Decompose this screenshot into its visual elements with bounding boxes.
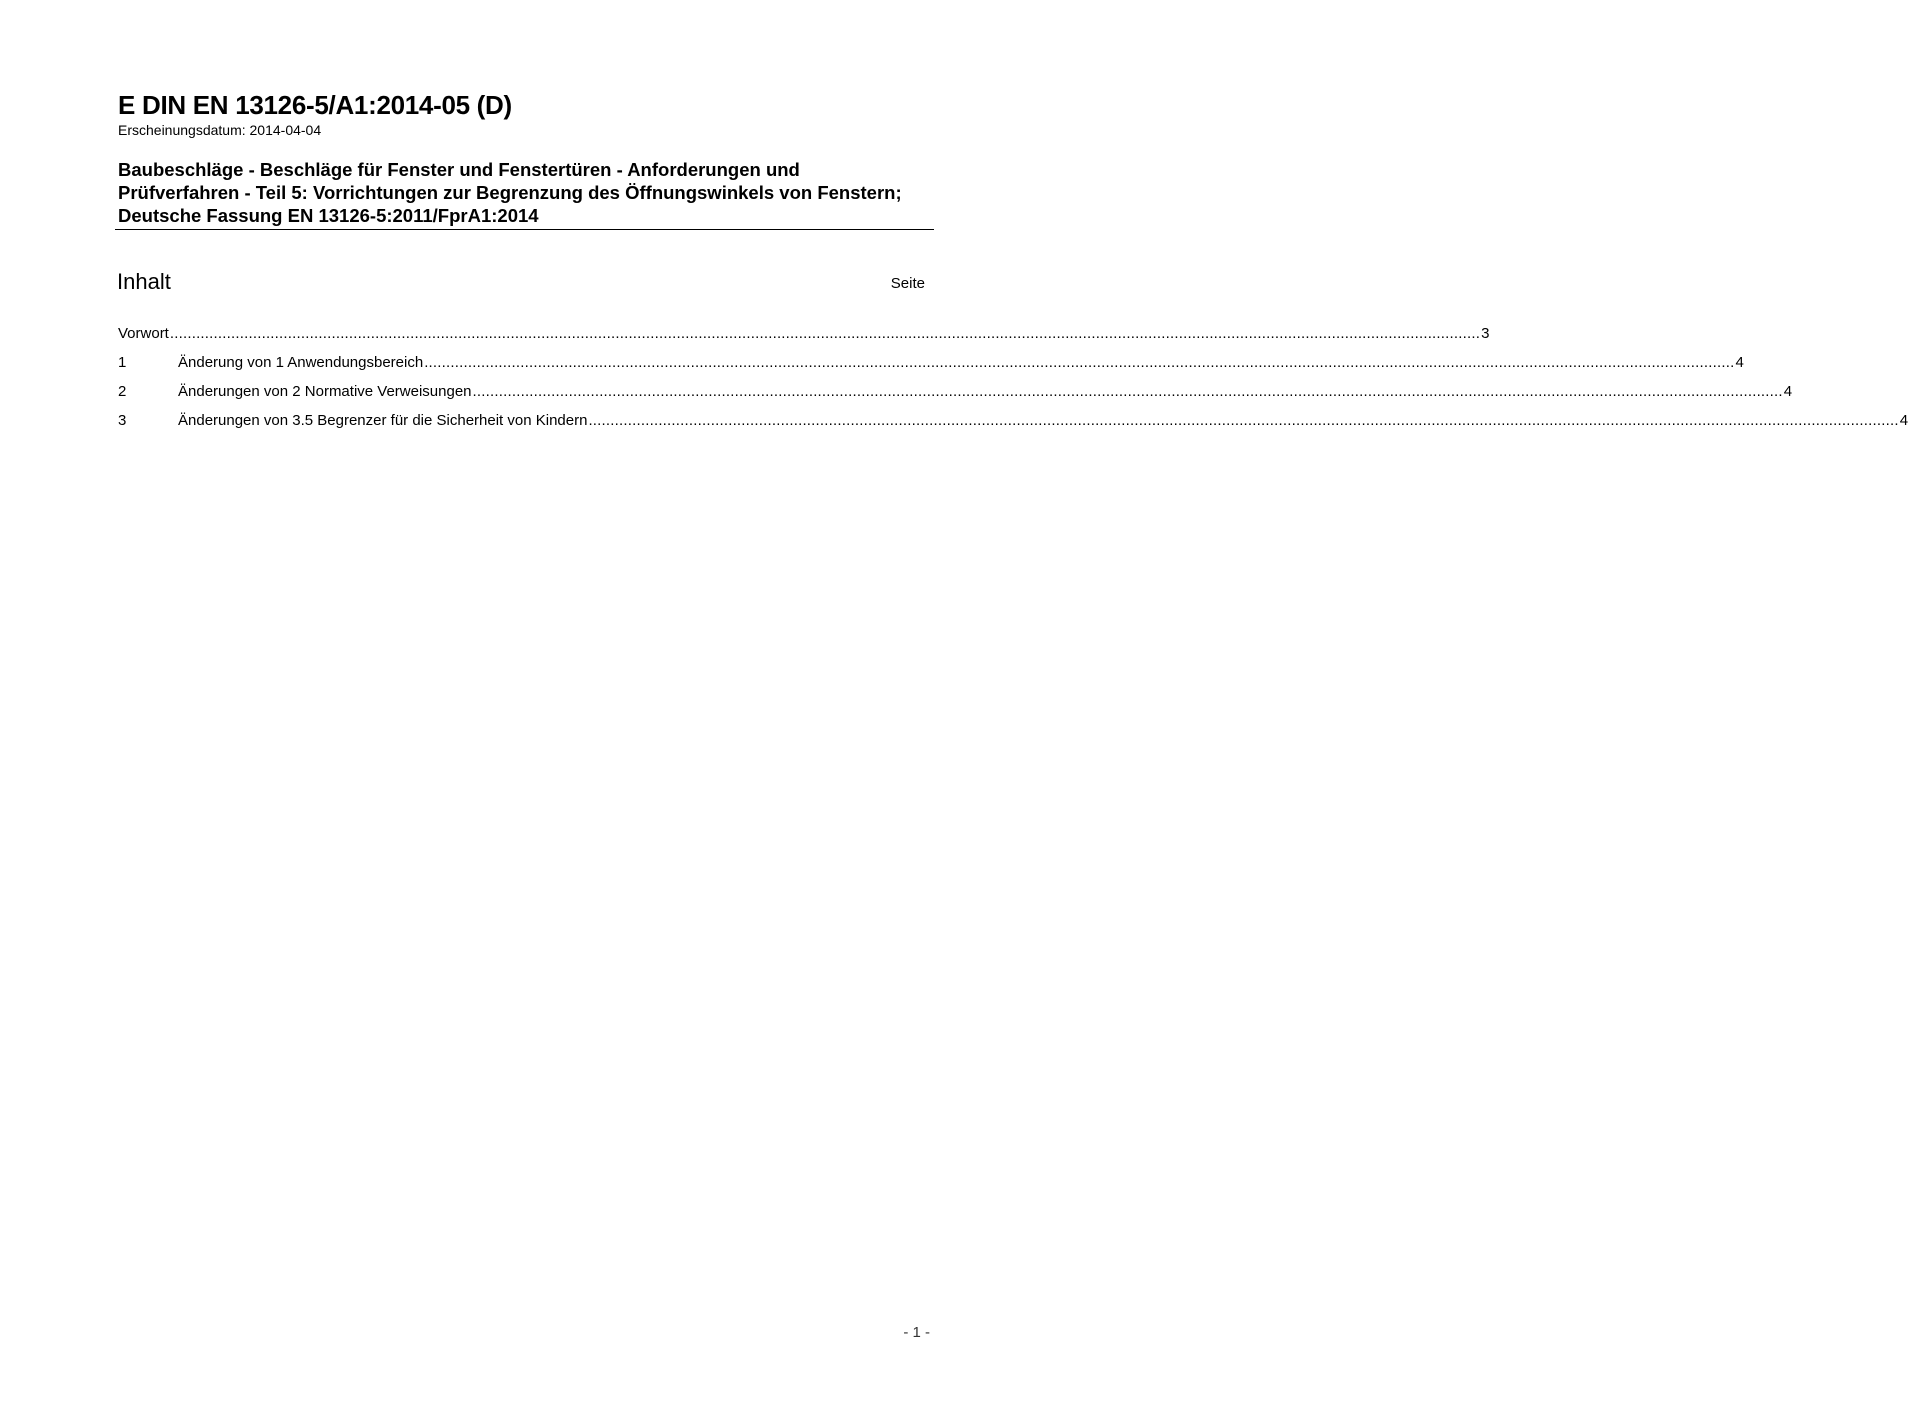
toc-leader-dots: ............................................................................................................................................................................................................................................................................................................ (424, 354, 1735, 371)
toc-entry-page: 3 (1481, 325, 1490, 342)
toc-entry-page: 4 (1735, 354, 1744, 371)
publication-date: Erscheinungsdatum: 2014-04-04 (118, 122, 322, 138)
toc-entry-title: Änderung von 1 Anwendungsbereich (178, 354, 424, 371)
title-divider (115, 229, 934, 230)
toc-entry-3[interactable] (118, 411, 1908, 440)
toc-entry-2[interactable] (118, 382, 1793, 411)
document-title: Baubeschläge - Beschläge für Fenster und Fenstertüren - Anforderungen und Prüfverfahren - Teil 5: Vorrichtungen zur Begrenzung des Öffnungswinkels von Fenstern; Deutsche Fassung EN 13126-5:2011/FprA1:2014 (118, 159, 902, 226)
toc-entry-number: 1 (118, 354, 127, 371)
toc-entry-page: 4 (1783, 383, 1793, 400)
toc-entry-number: 2 (118, 383, 127, 400)
toc-page-column-heading: Seite (890, 275, 925, 292)
toc-entry-title: Vorwort (118, 325, 169, 342)
toc-entry-page: 4 (1899, 412, 1908, 429)
toc-entry-title: Änderungen von 2 Normative Verweisungen (178, 383, 472, 400)
toc-entry-title: Änderungen von 3.5 Begrenzer für die Sicherheit von Kindern (178, 412, 588, 429)
toc-leader-dots: ............................................................................................................................................................................................................................................................................................................ (588, 412, 1899, 429)
toc-leader-dots: ............................................................................................................................................................................................................................................................................................................ (169, 325, 1481, 342)
toc-entry-1[interactable] (118, 353, 1744, 382)
toc-heading: Inhalt (117, 269, 171, 294)
toc-entry-vorwort[interactable] (118, 324, 1490, 353)
toc-leader-dots: ............................................................................................................................................................................................................................................................................................................ (472, 383, 1783, 400)
document-id: E DIN EN 13126-5/A1:2014-05 (D) (118, 90, 512, 120)
table-of-contents (118, 324, 1908, 440)
toc-entry-number: 3 (118, 412, 127, 429)
footer-page-number: - 1 - (903, 1324, 930, 1341)
